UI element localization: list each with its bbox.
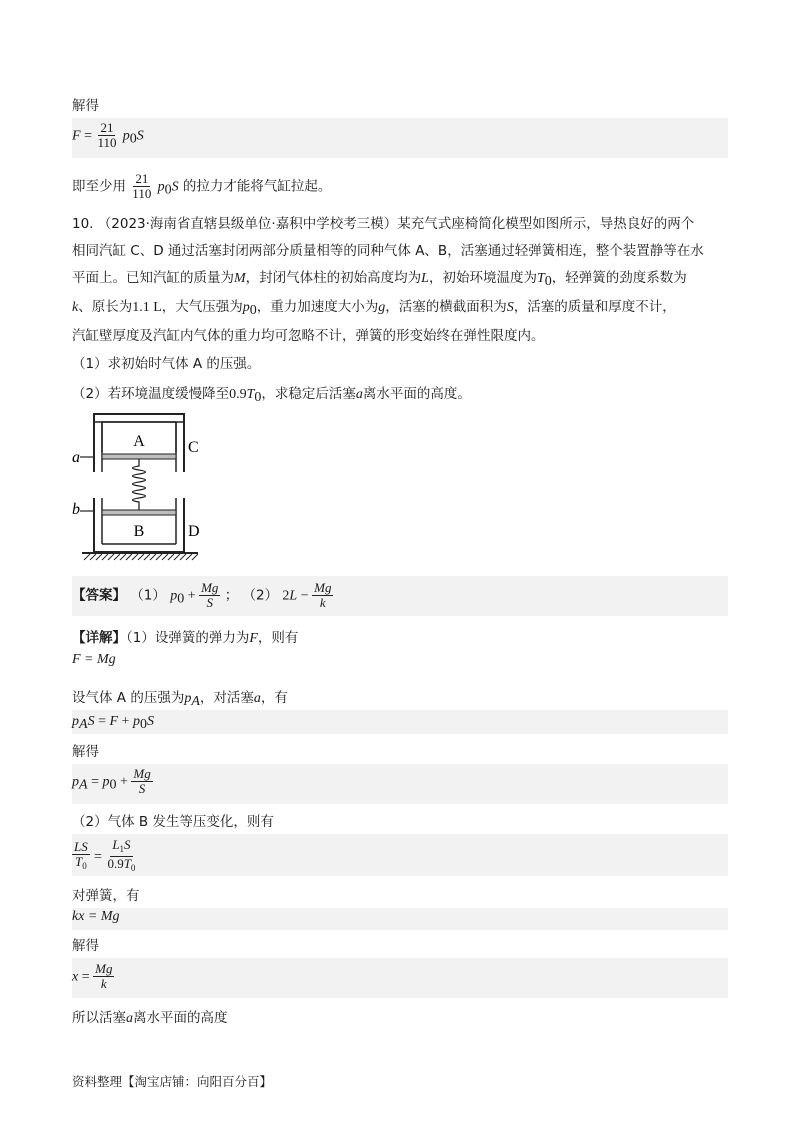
subquestion-1: （1）求初始时气体 A 的压强。 — [72, 356, 261, 372]
equation-band-F — [72, 118, 728, 158]
subquestion-2: （2）若环境温度缓慢降至$0.9T_0$，求稳定后活塞a离水平面的高度。 — [72, 386, 471, 405]
part-2-line: （2）气体 B 发生等压变化，则有 — [72, 814, 274, 830]
gas-A-line: 设气体 A 的压强为$p_A$，对活塞a，有 — [72, 690, 288, 709]
ground-hatching — [82, 553, 198, 560]
question-line-5: 汽缸壁厚度及汽缸内气体的重力均可忽略不计，弹簧的形变始终在弹性限度内。 — [72, 328, 545, 344]
spring — [133, 459, 146, 514]
question-line-2: 相同汽缸 C、D 通过活塞封闭两部分质量相等的同种气体 A、B，活塞通过轻弹簧相连，整个装置静等在水 — [72, 243, 704, 259]
equation-band-x — [72, 958, 728, 998]
label-C: C — [188, 439, 199, 456]
equation-pA: $p_AS = F + p_0S$ — [72, 714, 154, 732]
equation-band-pA-result — [72, 764, 728, 804]
jiede-label-1: 解得 — [72, 98, 99, 114]
equation-x: x = $\frac{Mg}{k}$ — [72, 961, 113, 991]
label-A: A — [133, 433, 145, 450]
equation-isobaric: $\frac{LS}{T_0}$ = $\frac{L_1S}{0.9T_0}$ — [74, 837, 136, 873]
label-B: B — [133, 523, 145, 540]
equation-pA-result: $p_A = p_0$ + $\frac{Mg}{S}$ — [72, 766, 151, 796]
conclusion-line: 即至少用 $\frac{21}{110}$ $p_0S$ 的拉力才能将气缸拉起。 — [72, 171, 332, 201]
jiede-label-3: 解得 — [72, 938, 99, 954]
equation-band-isobaric — [72, 834, 728, 876]
piston-a — [102, 454, 176, 459]
label-D: D — [188, 523, 200, 540]
equation-band-pA — [72, 710, 728, 734]
jiede-label-2: 解得 — [72, 744, 99, 760]
question-line-3: 平面上。已知汽缸的质量为M，封闭气体柱的初始高度均为L，初始环境温度为$T_0$，轻弹簧的劲度系数为 — [72, 270, 687, 289]
question-line-1: 10. （2023·海南省直辖县级单位·嘉积中学校考三模）某充气式座椅简化模型如图所示，导热良好的两个 — [72, 216, 695, 232]
answer-line: 【答案】 （1） $p_0$ + $\frac{Mg}{S}$ ； （2） 2L − $\frac{Mg}{k}$ — [72, 580, 332, 610]
equation-kx: kx = Mg — [72, 909, 120, 924]
height-line: 所以活塞a离水平面的高度 — [72, 1010, 228, 1026]
equation-band-kx — [72, 908, 728, 930]
question-line-4: k、原长为1.1 L，大气压强为$p_0$，重力加速度大小为g，活塞的横截面积为S，活塞的质量和厚度不计， — [72, 299, 676, 318]
piston-b — [102, 510, 176, 515]
equation-F-fraction: F = $\frac{21}{110}$ $p_0S$ — [72, 120, 144, 150]
label-a: a — [72, 449, 80, 466]
equation-F-Mg: F = Mg — [72, 652, 116, 667]
detail-line-1: 【详解】（1）设弹簧的弹力为F，则有 — [72, 630, 299, 646]
label-b: b — [72, 501, 80, 518]
spring-line: 对弹簧，有 — [72, 888, 140, 904]
cylinder-diagram — [70, 410, 210, 565]
footer-source: 资料整理【淘宝店铺：向阳百分百】 — [72, 1074, 273, 1089]
